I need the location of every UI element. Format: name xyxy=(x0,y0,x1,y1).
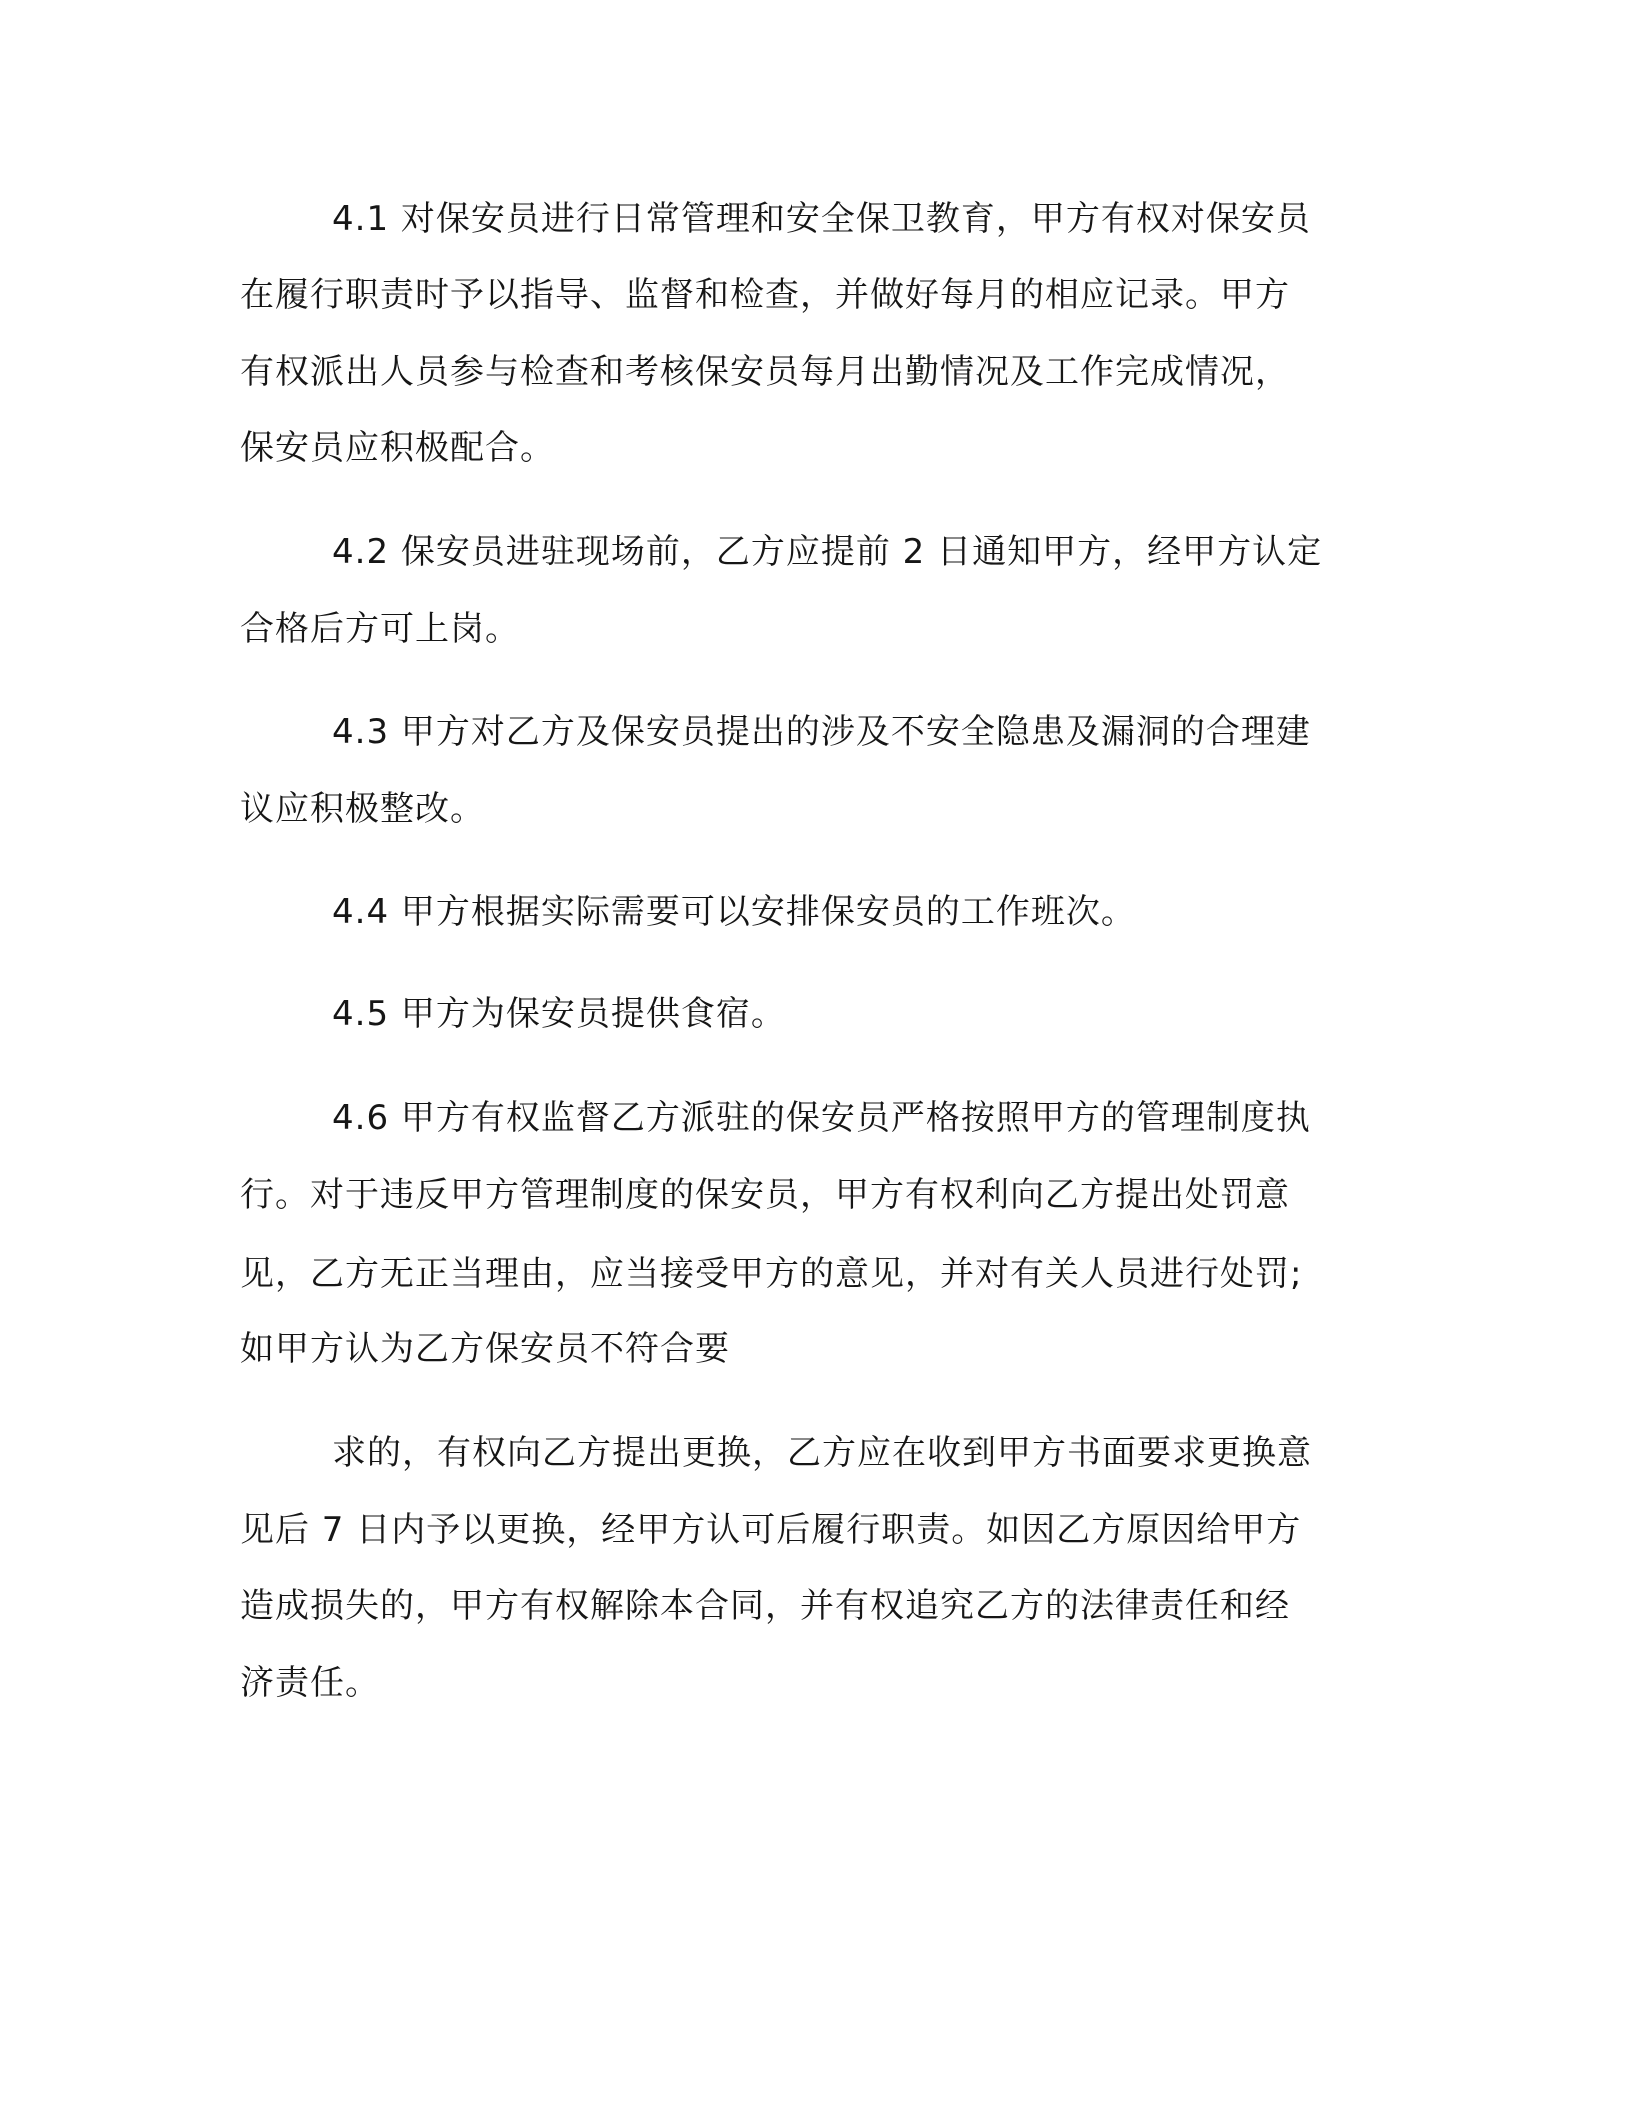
text-line: 在履行职责时予以指导、监督和检查，并做好每月的相应记录。甲方 xyxy=(240,275,1290,315)
text-line: 4.1 对保安员进行日常管理和安全保卫教育，甲方有权对保安员 xyxy=(332,199,1311,239)
text-line: 行。对于违反甲方管理制度的保安员，甲方有权利向乙方提出处罚意 xyxy=(240,1175,1290,1215)
text-line: 议应积极整改。 xyxy=(240,789,485,829)
text-line: 4.2 保安员进驻现场前，乙方应提前 2 日通知甲方，经甲方认定 xyxy=(332,532,1323,572)
text-line: 4.6 甲方有权监督乙方派驻的保安员严格按照甲方的管理制度执 xyxy=(332,1098,1311,1138)
text-line: 如甲方认为乙方保安员不符合要 xyxy=(240,1329,730,1369)
text-line: 4.4 甲方根据实际需要可以安排保安员的工作班次。 xyxy=(332,892,1136,932)
text-line: 见，乙方无正当理由，应当接受甲方的意见，并对有关人员进行处罚; xyxy=(240,1254,1303,1294)
text-line: 济责任。 xyxy=(240,1663,380,1703)
text-line: 求的，有权向乙方提出更换，乙方应在收到甲方书面要求更换意 xyxy=(332,1433,1312,1473)
text-line: 4.5 甲方为保安员提供食宿。 xyxy=(332,994,786,1034)
text-line: 有权派出人员参与检查和考核保安员每月出勤情况及工作完成情况， xyxy=(240,352,1290,392)
text-line: 保安员应积极配合。 xyxy=(240,428,555,468)
text-line: 合格后方可上岗。 xyxy=(240,609,520,649)
text-line: 见后 7 日内予以更换，经甲方认可后履行职责。如因乙方原因给甲方 xyxy=(240,1510,1302,1550)
text-line: 4.3 甲方对乙方及保安员提出的涉及不安全隐患及漏洞的合理建 xyxy=(332,712,1311,752)
text-line: 造成损失的，甲方有权解除本合同，并有权追究乙方的法律责任和经 xyxy=(240,1586,1290,1626)
